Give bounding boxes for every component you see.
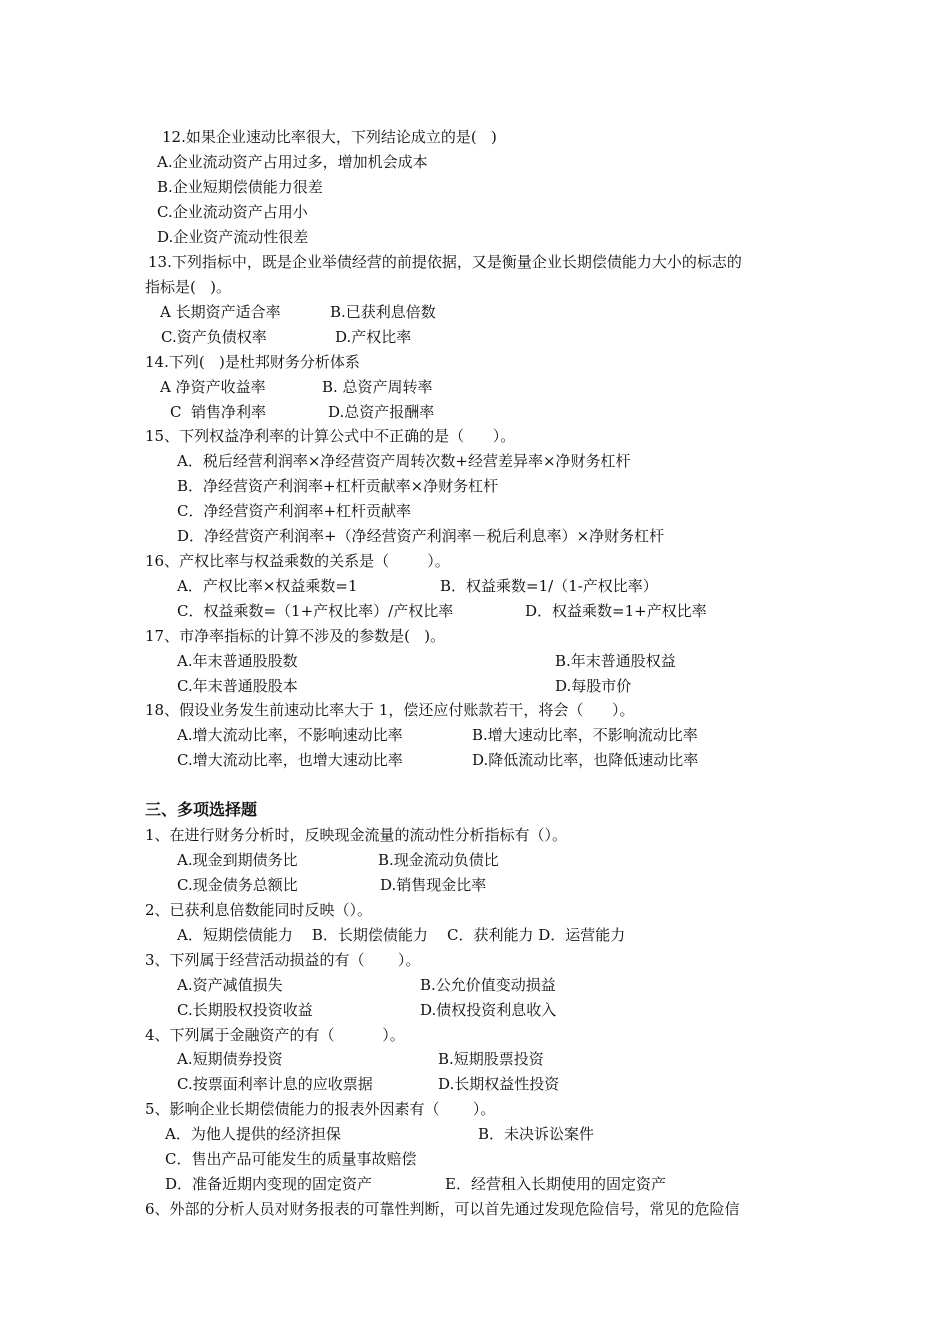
q13-option-b: B.已获利息倍数 <box>330 303 436 321</box>
m5-option-d: D．准备近期内变现的固定资产 <box>165 1175 373 1193</box>
q18-stem: 18、假设业务发生前速动比率大于 1，偿还应付账款若干，将会（ ）。 <box>145 701 635 719</box>
q18-option-d: D.降低流动比率，也降低速动比率 <box>472 751 699 769</box>
q15-option-c: C．净经营资产利润率+杠杆贡献率 <box>177 502 412 520</box>
q14-option-b: B. 总资产周转率 <box>322 378 433 396</box>
q16-option-a: A．产权比率×权益乘数=1 <box>177 577 358 595</box>
m5-stem: 5、影响企业长期偿债能力的报表外因素有（ ）。 <box>145 1100 496 1118</box>
q15-option-b: B．净经营资产利润率+杠杆贡献率×净财务杠杆 <box>177 477 499 495</box>
m1-option-d: D.销售现金比率 <box>380 876 487 894</box>
q12-option-d: D.企业资产流动性很差 <box>157 228 309 246</box>
m2-stem: 2、已获利息倍数能同时反映（）。 <box>145 901 373 919</box>
q13-option-d: D.产权比率 <box>335 328 412 346</box>
m3-option-c: C.长期股权投资收益 <box>177 1001 313 1019</box>
q13-option-c: C.资产负债权率 <box>161 328 267 346</box>
m6-stem: 6、外部的分析人员对财务报表的可靠性判断，可以首先通过发现危险信号，常见的危险信 <box>145 1200 740 1218</box>
m5-option-a: A．为他人提供的经济担保 <box>165 1125 341 1143</box>
q13-stem-line2: 指标是( )。 <box>145 278 232 296</box>
q14-option-c: C 销售净利率 <box>170 403 267 421</box>
m5-option-e: E．经营租入长期使用的固定资产 <box>445 1175 666 1193</box>
m3-option-d: D.债权投资利息收入 <box>420 1001 557 1019</box>
q14-option-d: D.总资产报酬率 <box>328 403 435 421</box>
m3-option-a: A.资产减值损失 <box>177 976 283 994</box>
q18-option-b: B.增大速动比率，不影响流动比率 <box>472 726 698 744</box>
m4-option-d: D.长期权益性投资 <box>438 1075 560 1093</box>
m3-option-b: B.公允价值变动损益 <box>420 976 556 994</box>
m4-stem: 4、下列属于金融资产的有（ ）。 <box>145 1026 405 1044</box>
m1-option-a: A.现金到期债务比 <box>177 851 298 869</box>
m1-stem: 1、在进行财务分析时，反映现金流量的流动性分析指标有（）。 <box>145 826 568 844</box>
m5-option-b: B．未决诉讼案件 <box>478 1125 595 1143</box>
q13-option-a: A 长期资产适合率 <box>160 303 281 321</box>
q14-stem: 14.下列( )是杜邦财务分析体系 <box>145 353 360 371</box>
q13-stem-line1: 13.下列指标中，既是企业举债经营的前提依据，又是衡量企业长期偿债能力大小的标志的 <box>148 253 742 271</box>
q15-option-a: A．税后经营利润率×净经营资产周转次数+经营差异率×净财务杠杆 <box>177 452 631 470</box>
q12-stem: 12.如果企业速动比率很大，下列结论成立的是( ) <box>162 128 497 146</box>
q16-option-c: C．权益乘数=（1+产权比率）/产权比率 <box>177 602 454 620</box>
q17-option-b: B.年末普通股权益 <box>555 652 676 670</box>
q17-stem: 17、市净率指标的计算不涉及的参数是( )。 <box>145 627 446 645</box>
q17-option-d: D.每股市价 <box>555 677 632 695</box>
q17-option-a: A.年末普通股股数 <box>177 652 298 670</box>
q15-stem: 15、下列权益净利率的计算公式中不正确的是（ ）。 <box>145 427 516 445</box>
m4-option-b: B.短期股票投资 <box>438 1050 544 1068</box>
q17-option-c: C.年末普通股股本 <box>177 677 298 695</box>
q16-option-b: B．权益乘数=1/（1-产权比率） <box>440 577 658 595</box>
section-heading: 三、多项选择题 <box>145 800 258 819</box>
q12-option-b: B.企业短期偿债能力很差 <box>157 178 323 196</box>
m1-option-b: B.现金流动负债比 <box>378 851 499 869</box>
q18-option-c: C.增大流动比率，也增大速动比率 <box>177 751 403 769</box>
m5-option-c: C．售出产品可能发生的质量事故赔偿 <box>165 1150 417 1168</box>
q14-option-a: A 净资产收益率 <box>160 378 266 396</box>
m4-option-c: C.按票面利率计息的应收票据 <box>177 1075 373 1093</box>
q12-option-c: C.企业流动资产占用小 <box>157 203 308 221</box>
q16-option-d: D．权益乘数=1+产权比率 <box>525 602 707 620</box>
q15-option-d: D．净经营资产利润率+（净经营资产利润率－税后利息率）×净财务杠杆 <box>177 527 665 545</box>
q12-option-a: A.企业流动资产占用过多，增加机会成本 <box>157 153 428 171</box>
m3-stem: 3、下列属于经营活动损益的有（ ）。 <box>145 951 421 969</box>
q18-option-a: A.增大流动比率，不影响速动比率 <box>177 726 403 744</box>
m4-option-a: A.短期债券投资 <box>177 1050 283 1068</box>
m1-option-c: C.现金债务总额比 <box>177 876 298 894</box>
m2-options: A．短期偿债能力 B．长期偿债能力 C．获利能力 D．运营能力 <box>177 926 626 944</box>
q16-stem: 16、产权比率与权益乘数的关系是（ ）。 <box>145 552 450 570</box>
